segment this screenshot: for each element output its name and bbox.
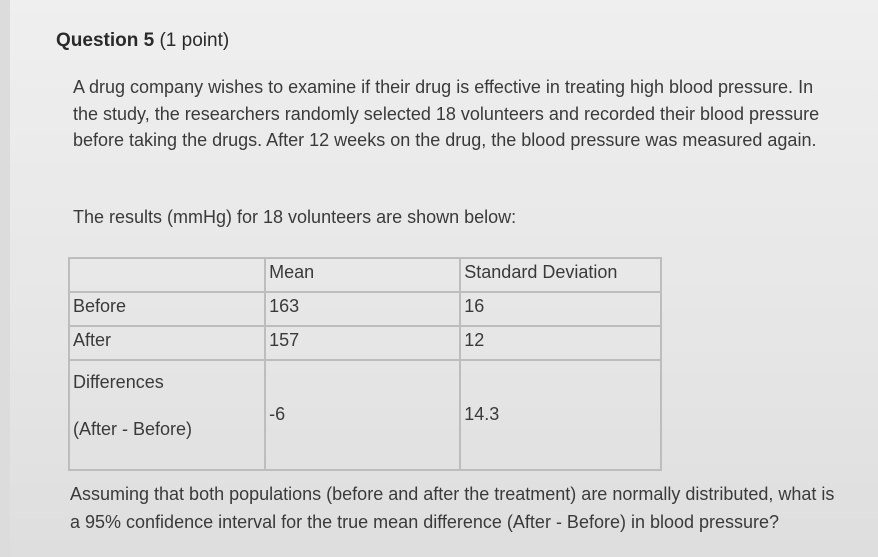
row-label-differences-cell: [69, 360, 265, 470]
table-header-sd: Standard Deviation: [460, 258, 661, 292]
question-header: [56, 30, 229, 52]
row-label-before: Before: [69, 292, 265, 326]
row-mean-differences: -6: [269, 404, 286, 424]
question-title: Question 5: [56, 30, 155, 51]
row-sublabel-differences: (After - Before): [73, 419, 193, 439]
row-mean-before: 163: [265, 292, 460, 326]
table-header-cell-empty: [69, 258, 265, 292]
table-header-mean: Mean: [265, 258, 460, 292]
table-header-row: [69, 258, 661, 292]
table-row: [69, 326, 661, 360]
table-row: [69, 292, 661, 326]
row-sd-differences-cell: [460, 360, 661, 470]
row-label-after: After: [69, 326, 265, 360]
row-sd-differences: 14.3: [464, 404, 500, 424]
question-points: (1 point): [159, 30, 230, 51]
question-paragraph: A drug company wishes to examine if their drug is effective in treating high blood pressure. In the study, the researchers randomly selected 18 volunteers and recorded their blood pressure before taking the drugs. After 12 weeks on the drug, the blood pressure was measured again.: [73, 77, 820, 150]
question-page: [10, 0, 878, 557]
row-label-differences: Differences: [73, 372, 164, 392]
row-mean-after: 157: [265, 326, 460, 360]
question-text: Assuming that both populations (before and after the treatment) are normally distributed, what is a 95% confidence interval for the true mean difference (After - Before) in blood pressure?: [70, 484, 835, 532]
table-row-differences: [69, 360, 661, 470]
results-intro: The results (mmHg) for 18 volunteers are shown below:: [73, 207, 517, 227]
row-sd-after: 12: [460, 326, 661, 360]
results-table: [68, 257, 662, 471]
row-mean-differences-cell: [265, 360, 460, 470]
row-sd-before: 16: [460, 292, 661, 326]
